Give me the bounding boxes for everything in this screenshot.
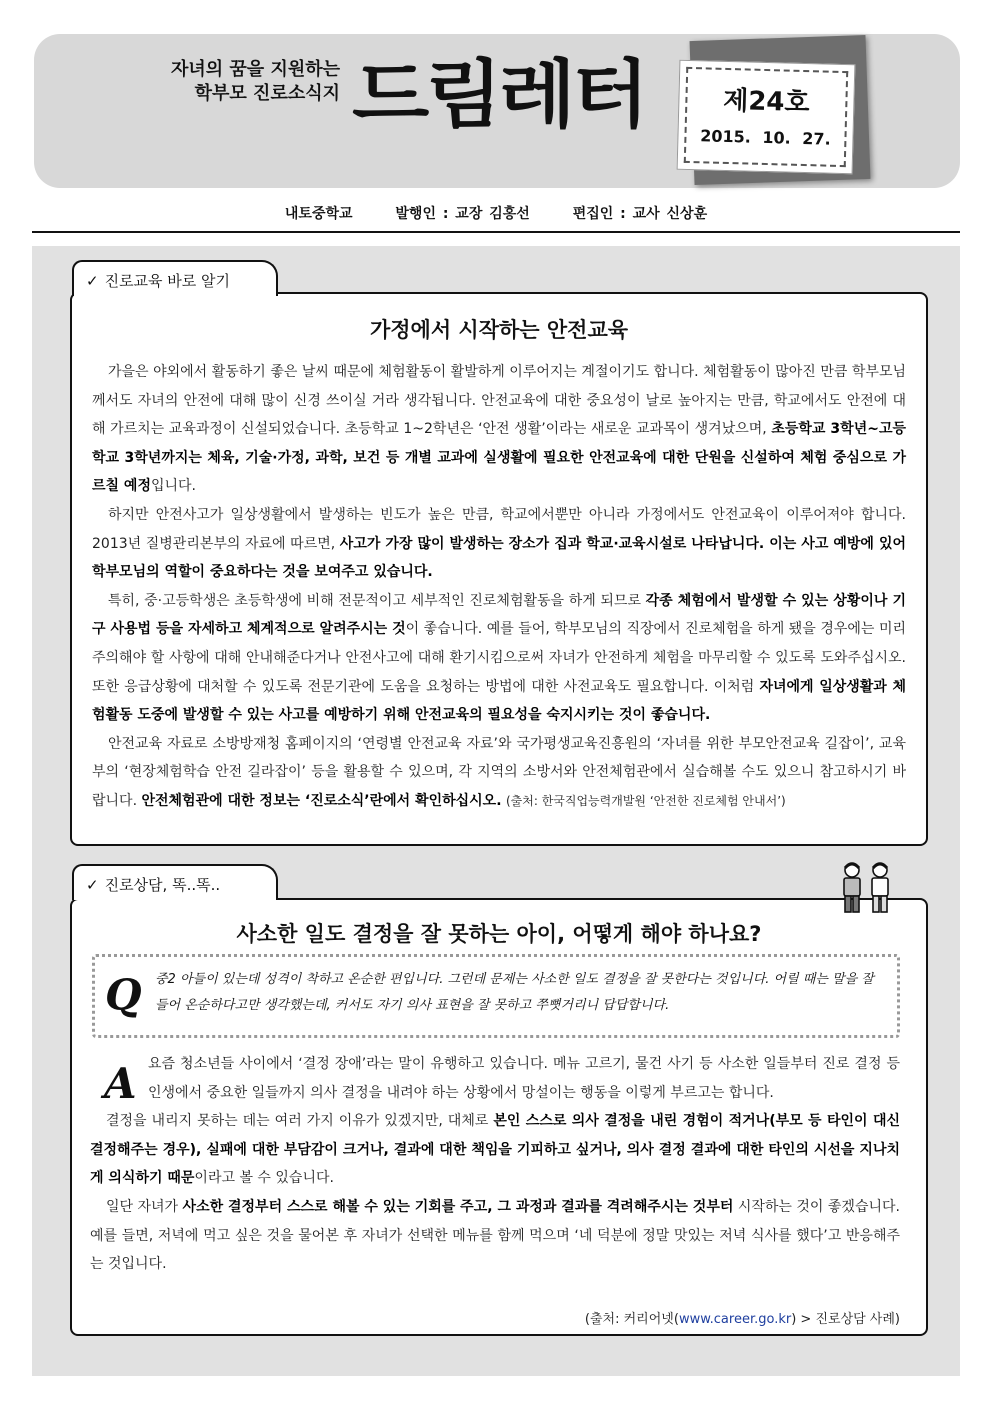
editor: 편집인 : 교사 신상훈 bbox=[572, 206, 708, 222]
section2-tab-label: 진로상담, 똑..똑.. bbox=[104, 876, 221, 894]
section1-paragraph: 가을은 야외에서 활동하기 좋은 날씨 때문에 체험활동이 활발하게 이루어지는 계절이기도 합니다. 체험활동이 많아진 만큼 학부모님께서도 자녀의 안전에 대해 많이 신경 쓰이실 거라 생각됩니다. 안전교육에 대한 중요성이 날로 높아지는 만큼, 학교에서도 안전에 대해 가르치는 교육과정이 신설되었습니다. 초등학교 1~2학년은 ‘안전 생활’이라는 새로운 교과목이 생겨났으며, 초등학교 3학년~고등학교 3학년까지는 체육, 기술·가정, 과학, 보건 등 개별 교과에 실생활에 필요한 안전교육에 대한 단원을 신설하여 체험 중심으로 가르칠 예정입니다. bbox=[92, 364, 907, 495]
answer-body bbox=[90, 1050, 900, 1279]
a-letter: A bbox=[104, 1059, 137, 1108]
answer-dropcap-space bbox=[90, 1050, 148, 1100]
section1-body bbox=[92, 358, 906, 816]
section1-paragraph: 특히, 중·고등학생은 초등학생에 비해 전문적이고 세부적인 진로체험활동을 하게 되므로 각종 체험에서 발생할 수 있는 상황이나 기구 사용법 등을 자세하고 체계적으로 알려주시는 것이 좋습니다. 예를 들어, 학부모님의 직장에서 진로체험을 하게 됐을 경우에는 미리 주의해야 할 사항에 대해 안내해준다거나 안전사고에 대해 환기시킴으로써 자녀가 안전하게 체험을 마무리할 수 있도록 도와주십시오. 또한 응급상황에 대처할 수 있도록 전문기관에 도움을 요청하는 방법에 대한 사전교육도 필요합니다. 이처럼 자녀에게 일상생활과 체험활동 도중에 발생할 수 있는 사고를 예방하기 위해 안전교육의 필요성을 숙지시키는 것이 좋습니다. bbox=[92, 592, 906, 724]
section2-tab bbox=[72, 864, 278, 900]
issue-date: 2015. 10. 27. bbox=[700, 126, 831, 149]
school-name: 내토중학교 bbox=[284, 206, 353, 222]
publisher-line bbox=[0, 203, 992, 223]
two-people-icon bbox=[836, 860, 898, 914]
check-icon: ✓ bbox=[86, 876, 99, 894]
answer-paragraph: 결정을 내리지 못하는 데는 여러 가지 이유가 있겠지만, 대체로 본인 스스로 의사 결정을 내린 경험이 적거나(부모 등 타인이 대신 결정해주는 경우), 실패에 대한 부담감이 크거나, 결과에 대한 책임을 기피하고 싶거나, 의사 결정 결과에 대한 타인의 시선을 지나치게 의식하기 때문이라고 볼 수 있습니다. bbox=[90, 1113, 900, 1187]
newsletter-logo: 드림레터 bbox=[352, 50, 646, 138]
section1-box bbox=[70, 292, 928, 846]
issuer: 발행인 : 교장 김홍선 bbox=[395, 206, 530, 222]
issue-card-inner bbox=[684, 67, 848, 167]
section1-source: (출처: 한국직업능력개발원 ‘안전한 진로체험 안내서’) bbox=[505, 793, 786, 808]
header-rule bbox=[32, 231, 960, 233]
section2-title: 사소한 일도 결정을 잘 못하는 아이, 어떻게 해야 하나요? bbox=[236, 922, 762, 946]
issue-number: 제24호 bbox=[722, 85, 810, 119]
section1-tab-label: 진로교육 바로 알기 bbox=[104, 272, 231, 290]
question-text: 중2 아들이 있는데 성격이 착하고 온순한 편입니다. 그런데 문제는 사소한 일도 결정을 잘 못한다는 것입니다. 어릴 때는 말을 잘 들어 온순하다고만 생각했는데, 커서도 자기 의사 표현을 잘 못하고 쭈뼛거리니 답답합니다. bbox=[155, 972, 874, 1013]
career-net-link[interactable]: www.career.go.kr bbox=[678, 1312, 792, 1327]
check-icon: ✓ bbox=[86, 272, 99, 290]
answer-paragraph: 요즘 청소년들 사이에서 ‘결정 장애’라는 말이 유행하고 있습니다. 메뉴 고르기, 물건 사기 등 사소한 일들부터 진로 결정 등 인생에서 중요한 일들까지 의사 결정을 내려야 하는 상황에서 망설이는 행동을 이렇게 부르고는 합니다. bbox=[148, 1056, 900, 1101]
section1-paragraph: 하지만 안전사고가 일상생활에서 발생하는 빈도가 높은 만큼, 학교에서뿐만 아니라 가정에서도 안전교육이 이루어져야 합니다. 2013년 질병관리본부의 자료에 따르면, 사고가 가장 많이 발생하는 장소가 집과 학교·교육시설로 나타납니다. 이는 사고 예방에 있어 학부모님의 역할이 중요하다는 것을 보여주고 있습니다. bbox=[92, 506, 907, 581]
subtitle-line2: 학부모 진로소식지 bbox=[194, 83, 340, 104]
q-letter: Q bbox=[105, 970, 142, 1019]
section2-source: (출처: 커리어넷(www.career.go.kr) > 진로상담 사례) bbox=[584, 1312, 900, 1327]
subtitle-line1: 자녀의 꿈을 지원하는 bbox=[170, 59, 340, 80]
newsletter-subtitle bbox=[140, 58, 340, 106]
issue-card bbox=[677, 60, 856, 175]
question-box bbox=[92, 954, 900, 1038]
section1-tab bbox=[72, 260, 278, 296]
answer-paragraph: 일단 자녀가 사소한 결정부터 스스로 해볼 수 있는 기회를 주고, 그 과정과 결과를 격려해주시는 것부터 시작하는 것이 좋겠습니다. 예를 들면, 저녁에 먹고 싶은 것을 물어본 후 자녀가 선택한 메뉴를 함께 먹으며 ‘네 덕분에 정말 맛있는 저녁 식사를 했다’고 반응해주는 것입니다. bbox=[90, 1198, 900, 1273]
section1-title: 가정에서 시작하는 안전교육 bbox=[369, 318, 629, 342]
section1-paragraph: 안전교육 자료로 소방방재청 홈페이지의 ‘연령별 안전교육 자료’와 국가평생교육진흥원의 ‘자녀를 위한 부모안전교육 길잡이’, 교육부의 ‘현장체험학습 안전 길라잡이’ 등을 활용할 수 있으며, 각 지역의 소방서와 안전체험관에서 실습해볼 수도 있으니 참고하시기 바랍니다. 안전체험관에 대한 정보는 ‘진로소식’란에서 확인하십시오. (출처: 한국직업능력개발원 ‘안전한 진로체험 안내서’) bbox=[92, 735, 906, 809]
